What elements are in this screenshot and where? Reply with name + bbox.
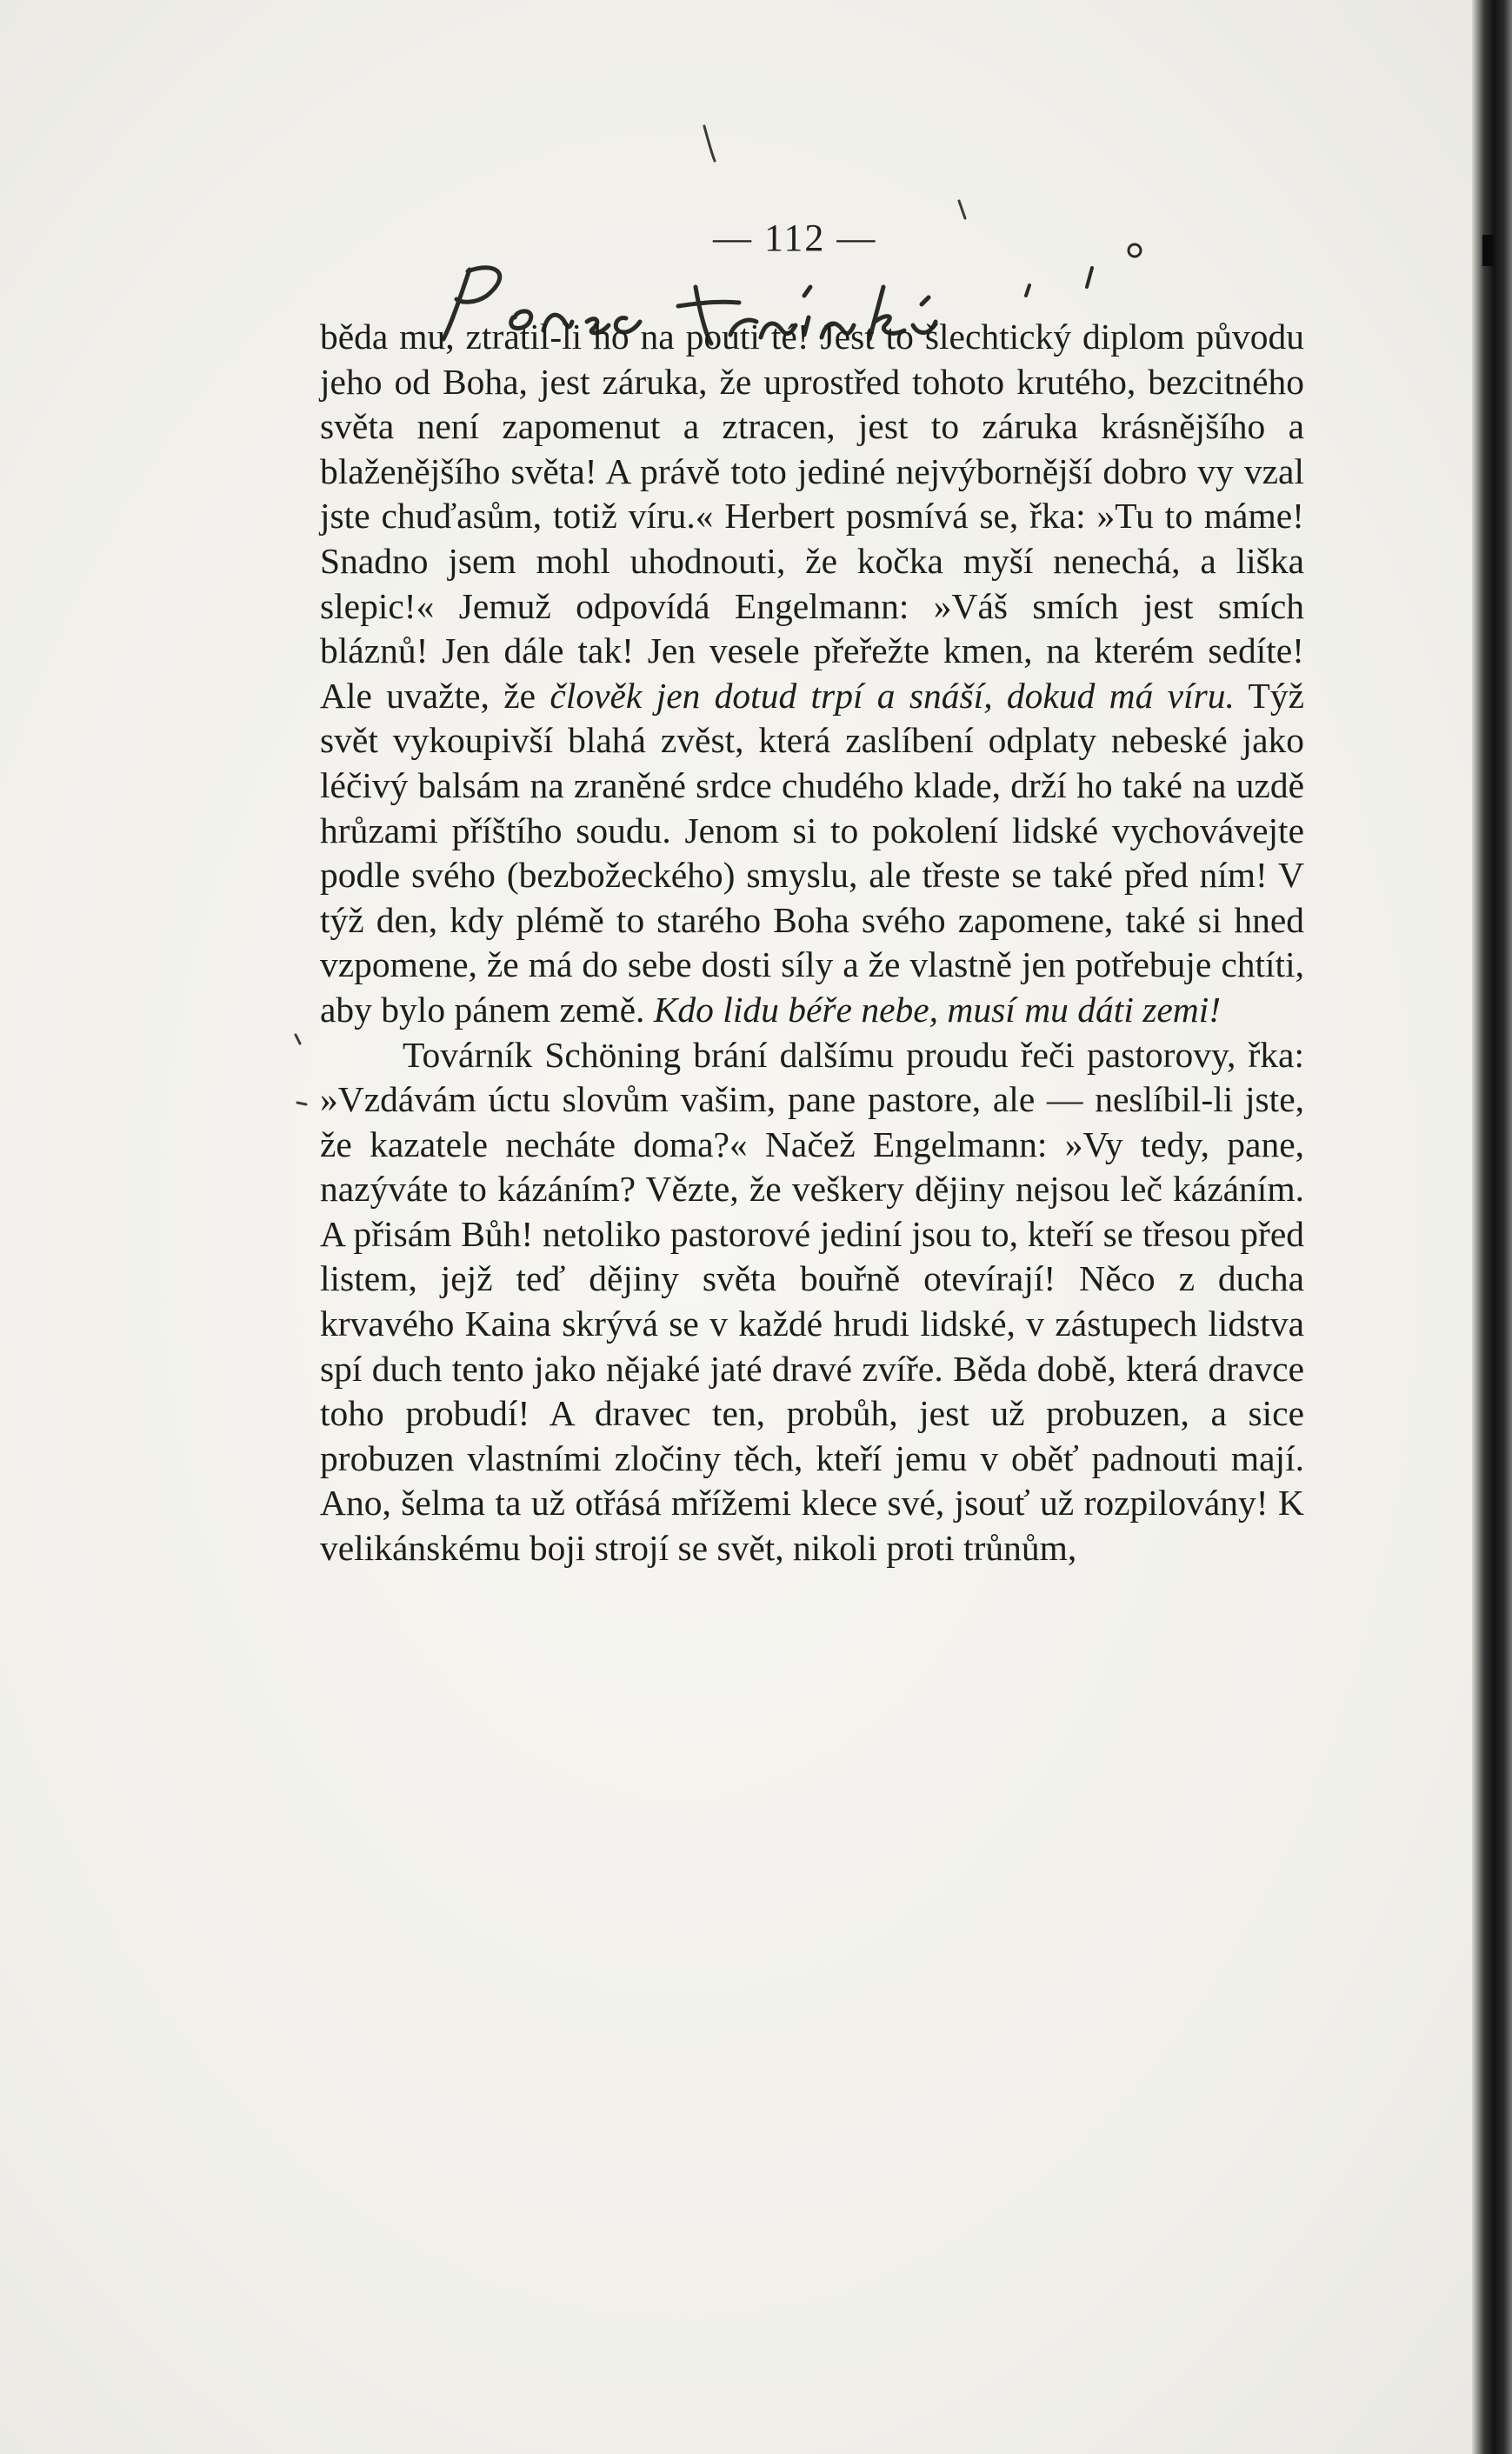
page-body-text [320, 315, 1304, 1571]
pencil-margin-marks [287, 1026, 313, 1130]
pencil-stroke-mark [696, 122, 722, 165]
emphasis-quote-1: člověk jen dotud trpí a snáší, dokud má víru. [550, 675, 1235, 716]
paragraph-1-text-b: Týž svět vykoupivší blahá zvěst, která zaslíbení odplaty nebeské jako léčivý balsám na zraněné srdce chudého klade, drží ho také na uzdě hrůzami příštího soudu. Jenom si to pokolení lidské vychovávejte podle svého (bezbožeckého) smyslu, ale třeste se také před ním! V týž den, kdy plémě to starého Boha svého zapomene, také si hned vzpomene, že má do sebe dosti síly a že vlastně jen potřebuje chtíti, aby bylo pánem země. [320, 675, 1304, 1030]
paragraph-1-text-a: běda mu, ztratil-li ho na pouti té! Jest to šlechtický diplom původu jeho od Boha, jest záruka, že uprostřed tohoto krutého, bezcitného světa není zapomenut a ztracen, jest to záruka krásnějšího a blaženějšího světa! A právě toto jediné nejvýbornější dobro vy vzal jste chuďasům, totiž víru.« Herbert posmívá se, řka: »Tu to máme! Snadno jsem mohl uhodnouti, že kočka myší nenechá, a liška slepic!« Jemuž odpovídá Engelmann: »Váš smích jest smích bláznů! Jen dále tak! Jen vesele přeřežte kmen, na kterém sedíte! Ale uvažte, že [320, 317, 1304, 716]
page-edge-shadow [1472, 0, 1512, 2454]
paragraph-2: Továrník Schöning brání dalšímu proudu řeči pastorovy, řka: »Vzdávám úctu slovům vašim, pane pastore, ale — neslíbil-li jste, že kazatele necháte doma?« Načež Engelmann: »Vy tedy, pane, nazýváte to kázáním? Vězte, že veškery dějiny nejsou leč kázáním. A přisám Bůh! netoliko pastorové jediní jsou to, kteří se třesou před listem, jejž teď dějiny světa bouřně otevírají! Něco z ducha krvavého Kaina skrývá se v každé hrudi lidské, v zástupech lidstva spí duch tento jako nějaké jaté dravé zvíře. Běda době, která dravce toho probudí! A dravec ten, probůh, jest už probuzen, a sice probuzen vlastními zločiny těch, kteří jemu v oběť padnouti mají. Ano, šelma ta už otřásá mřížemi klece své, jsouť už rozpilovány! K velikánskému boji strojí se svět, nikoli proti trůnům, [320, 1034, 1304, 1569]
emphasis-quote-2: Kdo lidu béře nebe, musí mu dáti zemi! [653, 989, 1222, 1030]
paragraph-1 [320, 315, 1304, 1033]
page-number: — 112 — [713, 217, 877, 259]
pencil-tick-mark [955, 197, 972, 223]
edge-notch [1482, 235, 1493, 266]
